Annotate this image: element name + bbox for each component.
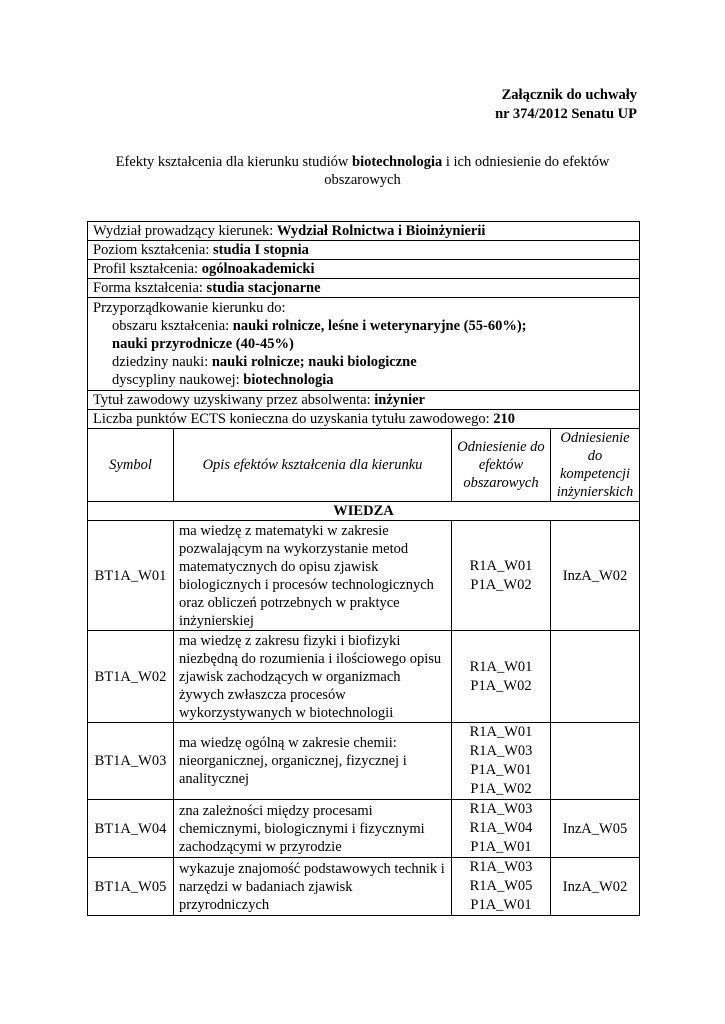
outcome-description: wykazuje znajomość podstawowych technik i narzędzi w badaniach zjawisk przyrodniczych [174, 858, 452, 916]
assignment-label: Przyporządkowanie kierunku do: [93, 300, 286, 316]
domains-value: nauki rolnicze; nauki biologiczne [211, 354, 417, 370]
outcome-description: zna zależności między procesami chemicznymi, biologicznymi i fizycznymi zachodzącymi w przyrodzie [174, 800, 452, 858]
outcome-area-refs [452, 858, 551, 916]
title-prefix: Efekty kształcenia dla kierunku studiów [115, 154, 353, 170]
outcome-area-refs [452, 521, 551, 631]
outcome-description: ma wiedzę z zakresu fizyki i biofizyki niezbędną do rozumienia i ilościowego opisu zjawisk zachodzących w organizmach żywych zwłaszcza procesów wykorzystywanych w biotechnologii [174, 631, 452, 723]
area-ref-code: R1A_W03 [469, 801, 533, 817]
area-ref-code: R1A_W01 [469, 557, 533, 574]
outcome-eng-ref: InzA_W05 [551, 800, 640, 858]
header-area-ref: Odniesienie do efektów obszarowych [452, 429, 551, 502]
area-ref-code: R1A_W01 [469, 724, 533, 740]
area-ref-code: P1A_W01 [470, 839, 532, 855]
domains-label: dziedziny nauki: [112, 354, 212, 370]
outcome-eng-ref: InzA_W02 [551, 521, 640, 631]
column-header-row [88, 429, 640, 502]
discipline-value: biotechnologia [243, 372, 334, 388]
learning-outcomes-table [87, 221, 640, 916]
header-symbol: Symbol [88, 429, 174, 502]
profile-row [88, 260, 640, 279]
outcome-description: ma wiedzę ogólną w zakresie chemii: nieorganicznej, organicznej, fizycznej i analitycznej [174, 723, 452, 800]
area-line-2 [93, 335, 634, 353]
form-value: studia stacjonarne [206, 280, 321, 296]
ects-value: 210 [493, 411, 516, 427]
table-row [88, 723, 640, 800]
outcome-eng-ref: InzA_W02 [551, 858, 640, 916]
area-ref-code: R1A_W05 [469, 878, 533, 894]
document-title [100, 153, 625, 189]
title-suffix: i ich odniesienie do efektów obszarowych [324, 154, 610, 188]
section-row [88, 502, 640, 521]
title-field: biotechnologia [352, 154, 443, 170]
outcome-symbol: BT1A_W04 [88, 800, 174, 858]
header-description: Opis efektów kształcenia dla kierunku [174, 429, 452, 502]
outcome-area-refs [452, 631, 551, 723]
table-row [88, 800, 640, 858]
area-ref-code: R1A_W03 [469, 859, 533, 875]
table-row [88, 521, 640, 631]
area-label: obszaru kształcenia: [112, 318, 233, 334]
area-ref-code: P1A_W02 [470, 677, 532, 694]
area-ref-code: R1A_W04 [469, 820, 533, 836]
faculty-label: Wydział prowadzący kierunek: [93, 223, 277, 239]
outcome-symbol: BT1A_W02 [88, 631, 174, 723]
table-row [88, 631, 640, 723]
ects-row [88, 410, 640, 429]
outcome-description: ma wiedzę z matematyki w zakresie pozwalającym na wykorzystanie metod matematycznych do opisu zjawisk biologicznych i procesów technologicznych oraz obliczeń potrzebnych w praktyce inżynierskiej [174, 521, 452, 631]
section-title: WIEDZA [88, 502, 640, 521]
area-value-1: nauki rolnicze, leśne i weterynaryjne (55-60%); [232, 318, 527, 334]
outcome-area-refs [452, 800, 551, 858]
outcome-symbol: BT1A_W01 [88, 521, 174, 631]
annex-header [495, 86, 637, 124]
level-value: studia I stopnia [213, 242, 309, 258]
area-ref-code: P1A_W01 [470, 897, 532, 913]
annex-line-2: nr 374/2012 Senatu UP [495, 106, 637, 122]
outcome-symbol: BT1A_W03 [88, 723, 174, 800]
header-eng-ref: Odniesienie do kompetencji inżynierskich [551, 429, 640, 502]
ects-label: Liczba punktów ECTS konieczna do uzyskania tytułu zawodowego: [93, 411, 494, 427]
assignment-row [88, 298, 640, 391]
area-ref-code: R1A_W01 [469, 658, 533, 675]
area-ref-code: P1A_W02 [470, 781, 532, 797]
domains-line [93, 353, 634, 371]
profile-label: Profil kształcenia: [93, 261, 202, 277]
area-ref-code: R1A_W03 [469, 743, 533, 759]
discipline-label: dyscypliny naukowej: [112, 372, 244, 388]
area-line [93, 317, 634, 335]
degree-label: Tytuł zawodowy uzyskiwany przez absolwenta: [93, 392, 375, 408]
degree-row [88, 391, 640, 410]
area-value-2: nauki przyrodnicze (40-45%) [112, 336, 294, 352]
form-row [88, 279, 640, 298]
degree-value: inżynier [374, 392, 425, 408]
faculty-row [88, 222, 640, 241]
outcome-eng-ref [551, 631, 640, 723]
discipline-line [93, 371, 634, 389]
form-label: Forma kształcenia: [93, 280, 207, 296]
table-row [88, 858, 640, 916]
outcome-symbol: BT1A_W05 [88, 858, 174, 916]
outcome-area-refs [452, 723, 551, 800]
area-ref-code: P1A_W02 [470, 576, 532, 593]
area-ref-code: P1A_W01 [470, 762, 532, 778]
level-label: Poziom kształcenia: [93, 242, 213, 258]
outcome-eng-ref [551, 723, 640, 800]
faculty-value: Wydział Rolnictwa i Bioinżynierii [276, 223, 486, 239]
annex-line-1: Załącznik do uchwały [501, 87, 637, 103]
level-row [88, 241, 640, 260]
profile-value: ogólnoakademicki [201, 261, 315, 277]
